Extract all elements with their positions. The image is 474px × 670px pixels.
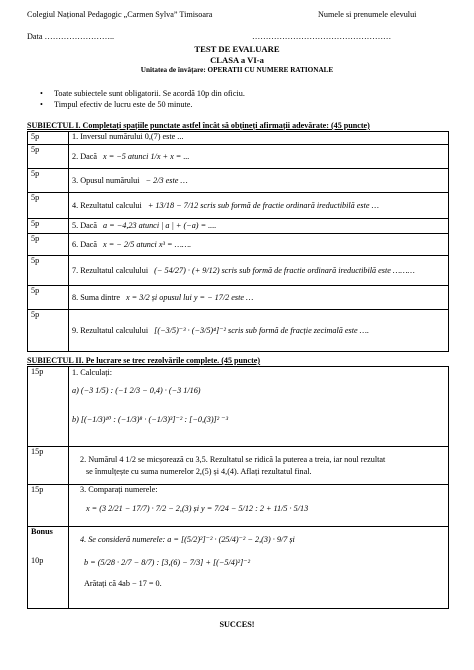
note-1: • Toate subiectele sunt obligatorii. Se acordă 10p din oficiu. xyxy=(40,89,245,98)
unit-title: Unitatea de învățare: OPERATII CU NUMERE RATIONALE xyxy=(140,66,334,74)
points-cell: 5p xyxy=(28,310,69,352)
bonus-label: Bonus xyxy=(31,527,53,536)
points-cell: 5p xyxy=(28,286,69,310)
points-cell: 15p xyxy=(28,367,69,447)
item-line: Arătați că 4ab − 17 = 0. xyxy=(84,579,162,589)
points-cell: 5p xyxy=(28,132,69,145)
item-text: 7. Rezultatul calculului xyxy=(72,265,149,275)
item-formula: − 2/3 este … xyxy=(145,175,188,185)
subject1-row xyxy=(28,145,449,169)
subject1-row xyxy=(28,234,449,256)
class-title: CLASA a VI-a xyxy=(210,55,264,65)
points-cell: 5p xyxy=(28,193,69,219)
subject2-row xyxy=(28,527,449,609)
item-text: 1. Inversul numărului 0,(7) este ... xyxy=(72,132,184,141)
item-formula: a = −4,23 atunci | a | + (−a) = .... xyxy=(103,221,217,231)
school-name: Colegiul Național Pedagogic „Carmen Sylva” Timisoara xyxy=(27,10,213,19)
item-text: 5. Dacă xyxy=(72,221,98,231)
name-line: …………………………………………… xyxy=(252,32,392,41)
footer-success: SUCCES! xyxy=(219,620,255,629)
note-2: • Timpul efectiv de lucru este de 50 minute. xyxy=(40,100,192,109)
item-line: 2. Numărul 4 1/2 se micșorează cu 3,5. Rezultatul se ridică la puterea a treia, iar noul rezultat xyxy=(80,454,386,464)
test-title: TEST DE EVALUARE xyxy=(194,44,280,54)
item-line: se înmulțește cu suma numerelor 2,(5) și 4,(4). Aflați rezultatul final. xyxy=(86,467,312,476)
points-cell: 15p xyxy=(28,485,69,527)
subject1-table xyxy=(27,131,449,352)
subject2-heading: SUBIECTUL II. Pe lucrare se trec rezolvările complete. (45 puncte) xyxy=(27,356,261,365)
points-cell: 5p xyxy=(28,234,69,256)
item-text: 6. Dacă xyxy=(72,239,98,249)
subject2-row xyxy=(28,367,449,447)
subject1-row xyxy=(28,193,449,219)
item-line: 4. Se consideră numerele: a = [(5/2)²]⁻² · (25/4)⁻² − 2,(3) · 9/7 și xyxy=(80,535,295,544)
item-text: 8. Suma dintre xyxy=(72,292,120,302)
subject2-table xyxy=(27,366,449,609)
points-cell: 5p xyxy=(28,145,69,169)
item-text: 2. Dacă xyxy=(72,151,98,161)
subject1-row xyxy=(28,286,449,310)
student-name-label: Numele si prenumele elevului xyxy=(318,10,417,19)
item-formula: [(−3/5)⁻³ · (−3/5)⁴]⁻² scris sub formă de fracție zecimală este …. xyxy=(154,325,370,335)
item-formula: x = 3/2 și opusul lui y = − 17/2 este … xyxy=(125,292,254,302)
item-line: b) [(−1/3)¹⁰ : (−1/3)⁸ · (−1/3)³]⁻² : [−0,(3)]² ⁻³ xyxy=(72,414,229,424)
item-line: a) (−3 1/5) : (−1 2/3 − 0,4) · (−3 1/16) xyxy=(72,385,201,395)
points-cell: 15p xyxy=(28,447,69,485)
subject2-row xyxy=(28,447,449,485)
points-cell: 5p xyxy=(28,256,69,286)
subject1-row xyxy=(28,219,449,234)
date-label: Data …………………….. xyxy=(27,32,115,41)
item-formula: x = − 2/5 atunci x³ = ……. xyxy=(103,239,192,249)
subject1-row xyxy=(28,169,449,193)
item-formula: x = −5 atunci 1/x + x = ... xyxy=(103,151,190,161)
subject1-row xyxy=(28,310,449,352)
subject1-row xyxy=(28,256,449,286)
item-line: b = (5/28 · 2/7 − 8/7) : [3,(6) − 7/3] + [(−5/4)²]⁻² xyxy=(84,558,251,568)
item-formula: + 13/18 − 7/12 scris sub formă de fractie ordinară ireductibilă este … xyxy=(147,200,379,210)
item-line: 1. Calculați: xyxy=(72,368,113,377)
item-line: 3. Comparați numerele: xyxy=(80,485,158,494)
points-cell xyxy=(28,527,69,609)
item-text: 9. Rezultatul calculului xyxy=(72,325,149,335)
points-cell: 5p xyxy=(28,219,69,234)
item-text: 3. Opusul numărului xyxy=(72,175,140,185)
bonus-points: 10p xyxy=(31,556,44,566)
subject1-row xyxy=(28,132,449,145)
subject1-heading: SUBIECTUL I. Completați spațiile punctate astfel încât să obțineți afirmații adevărate: (45 puncte) xyxy=(27,121,370,130)
points-cell: 5p xyxy=(28,169,69,193)
item-text: 4. Rezultatul calcului xyxy=(72,200,142,210)
subject2-row xyxy=(28,485,449,527)
item-line: x = (3 2/21 − 17/7) · 7/2 − 2,(3) și y = 7/24 − 5/12 : 2 + 11/5 · 5/13 xyxy=(86,504,309,514)
item-formula: (− 54/27) · (+ 9/12) scris sub formă de fractie ordinară ireductibilă este ……… xyxy=(154,265,415,275)
